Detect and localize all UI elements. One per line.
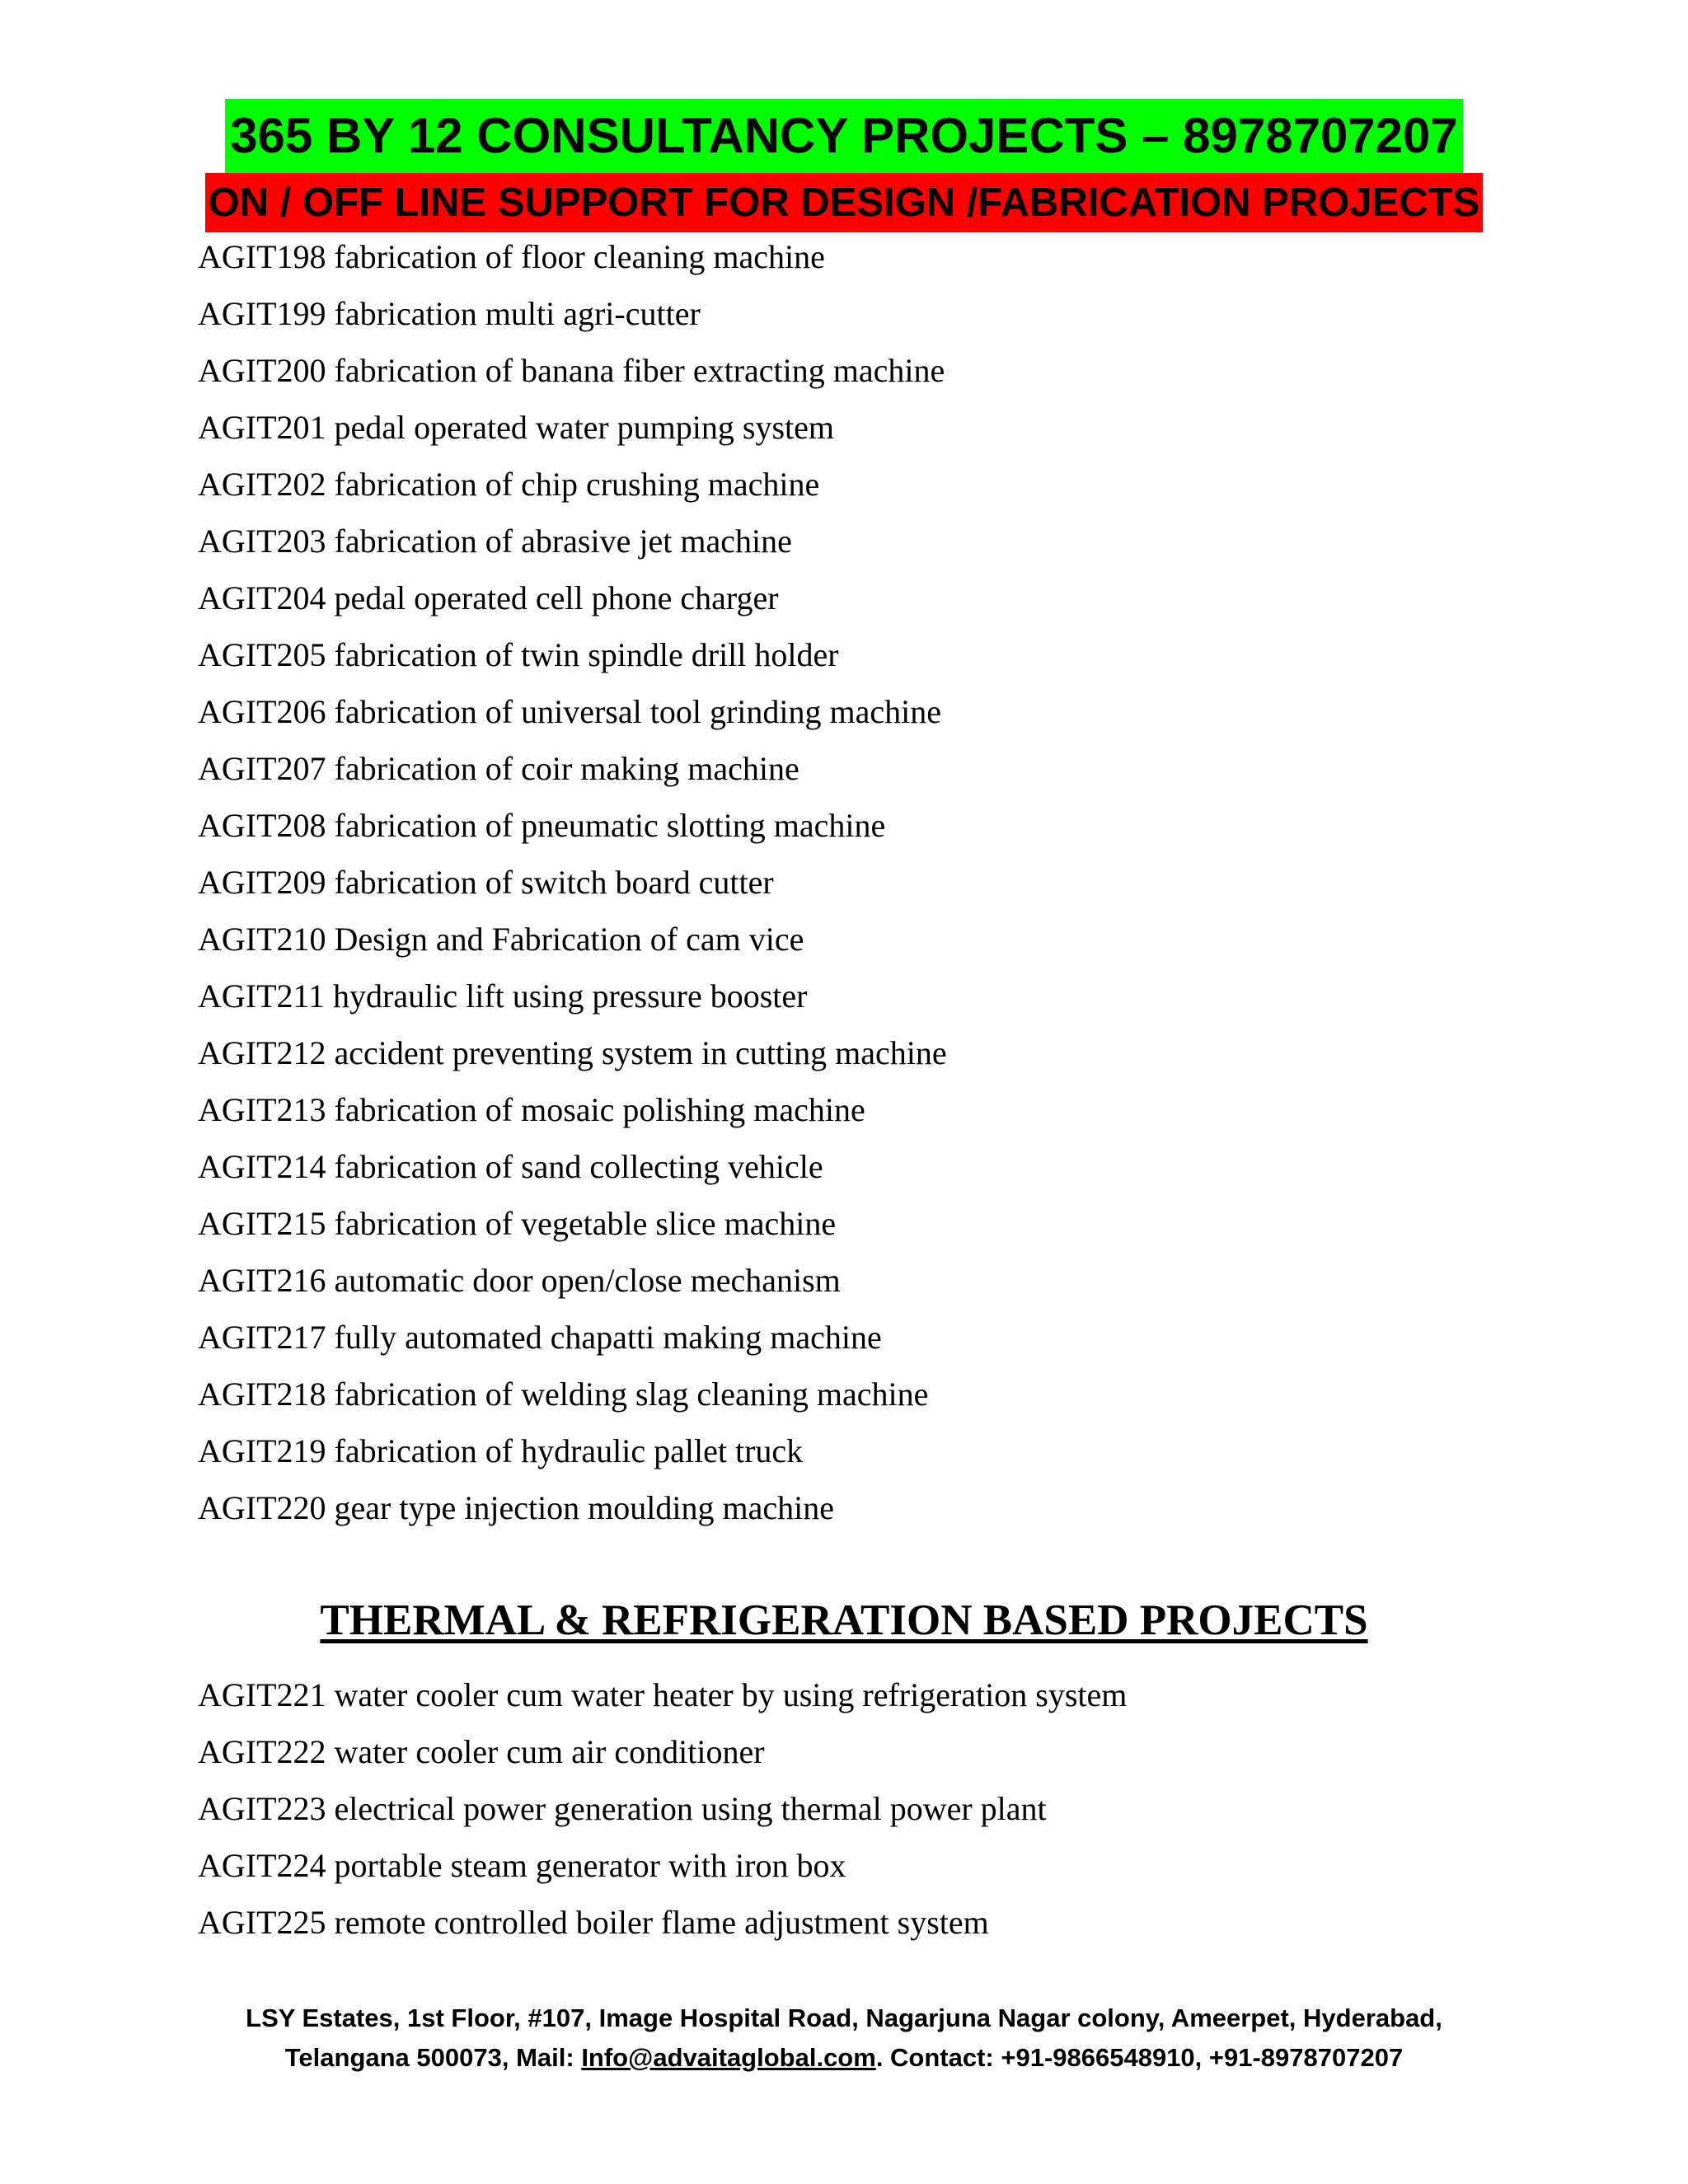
list-item: AGIT217 fully automated chapatti making machine xyxy=(198,1319,882,1356)
fabrication-project-list xyxy=(198,228,947,1536)
list-item: AGIT215 fabrication of vegetable slice machine xyxy=(198,1205,837,1242)
list-item: AGIT212 accident preventing system in cutting machine xyxy=(198,1034,947,1071)
footer-line-1: LSY Estates, 1st Floor, #107, Image Hospital Road, Nagarjuna Nagar colony, Ameerpet, Hyderabad, xyxy=(246,2004,1442,2032)
list-item: AGIT224 portable steam generator with iron box xyxy=(198,1847,846,1884)
list-item: AGIT200 fabrication of banana fiber extracting machine xyxy=(198,352,945,389)
list-item: AGIT220 gear type injection moulding machine xyxy=(198,1489,835,1526)
list-item: AGIT223 electrical power generation using thermal power plant xyxy=(198,1790,1047,1827)
section-heading-text: THERMAL & REFRIGERATION BASED PROJECTS xyxy=(320,1596,1368,1644)
header-title: 365 BY 12 CONSULTANCY PROJECTS – 8978707207 xyxy=(225,99,1463,173)
list-item: AGIT205 fabrication of twin spindle drill holder xyxy=(198,636,839,673)
list-item: AGIT203 fabrication of abrasive jet machine xyxy=(198,523,792,560)
list-item: AGIT201 pedal operated water pumping system xyxy=(198,409,835,446)
list-item: AGIT207 fabrication of coir making machine xyxy=(198,750,799,787)
list-item: AGIT225 remote controlled boiler flame adjustment system xyxy=(198,1904,989,1941)
list-item: AGIT214 fabrication of sand collecting vehicle xyxy=(198,1148,823,1185)
list-item: AGIT213 fabrication of mosaic polishing machine xyxy=(198,1091,865,1128)
footer-line-2 xyxy=(0,2038,1688,2078)
footer-address xyxy=(0,1999,1688,2078)
header-subtitle-row xyxy=(0,173,1688,232)
list-item: AGIT221 water cooler cum water heater by using refrigeration system xyxy=(198,1676,1128,1713)
header-title-row xyxy=(0,99,1688,173)
list-item: AGIT211 hydraulic lift using pressure booster xyxy=(198,977,808,1015)
list-item: AGIT206 fabrication of universal tool grinding machine xyxy=(198,693,941,730)
list-item: AGIT204 pedal operated cell phone charger xyxy=(198,579,779,616)
thermal-project-list xyxy=(198,1666,1127,1951)
list-item: AGIT216 automatic door open/close mechanism xyxy=(198,1262,841,1299)
list-item: AGIT198 fabrication of floor cleaning machine xyxy=(198,238,825,275)
list-item: AGIT208 fabrication of pneumatic slotting machine xyxy=(198,807,886,844)
footer-line-2-prefix: Telangana 500073, Mail: xyxy=(284,2043,582,2072)
email-link[interactable]: Info@advaitaglobal.com xyxy=(581,2043,876,2072)
list-item: AGIT210 Design and Fabrication of cam vice xyxy=(198,921,804,958)
header-subtitle: ON / OFF LINE SUPPORT FOR DESIGN /FABRICATION PROJECTS xyxy=(205,173,1484,232)
list-item: AGIT202 fabrication of chip crushing machine xyxy=(198,466,820,503)
footer-line-2-suffix: . Contact: +91-9866548910, +91-8978707207 xyxy=(875,2043,1404,2072)
list-item: AGIT219 fabrication of hydraulic pallet truck xyxy=(198,1432,804,1469)
list-item: AGIT209 fabrication of switch board cutter xyxy=(198,864,774,901)
list-item: AGIT218 fabrication of welding slag cleaning machine xyxy=(198,1376,929,1413)
section-heading-thermal xyxy=(0,1587,1688,1653)
list-item: AGIT199 fabrication multi agri-cutter xyxy=(198,295,701,332)
list-item: AGIT222 water cooler cum air conditioner xyxy=(198,1733,765,1770)
